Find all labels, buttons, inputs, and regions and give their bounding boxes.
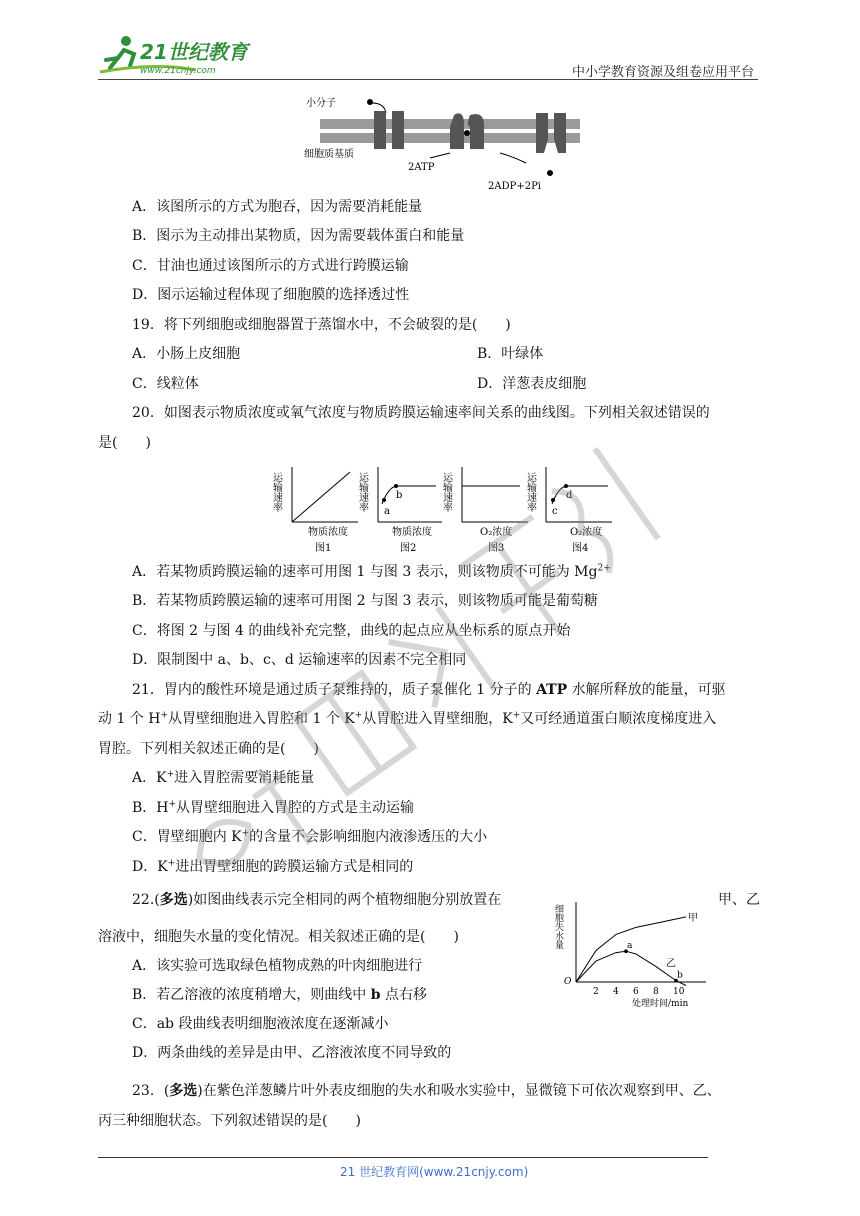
- graph1-ylabel: 运输速率: [270, 472, 282, 512]
- site-logo: [96, 32, 266, 78]
- q22-option-d: D．两条曲线的差异是由甲、乙溶液浓度不同导致的: [132, 1045, 452, 1061]
- graph4-ylabel: 运输速率: [524, 472, 536, 512]
- header-platform-text: 中小学教育资源及组卷应用平台: [572, 65, 755, 80]
- q19-option-a: A．小肠上皮细胞: [132, 346, 241, 362]
- graph4-point-c: c: [552, 506, 558, 517]
- q20-option-a: A．若某物质跨膜运输的速率可用图 1 与图 3 表示，则该物质不可能为 $Mg^{2+}$: [132, 563, 611, 580]
- q19-stem: 19．将下列细胞或细胞器置于蒸馏水中，不会破裂的是( ): [132, 317, 511, 333]
- graph2-ylabel: 运输速率: [356, 472, 368, 512]
- graph4-caption: 图4: [572, 543, 589, 554]
- logo-url: www.21cnjy.com: [140, 66, 216, 76]
- graph2-xlabel: 物质浓度: [392, 527, 432, 538]
- graph2-caption: 图2: [400, 543, 417, 554]
- label-atp: 2ATP: [408, 162, 435, 173]
- series-label-2: 乙: [666, 958, 676, 970]
- chart-point-label: a: [627, 941, 633, 952]
- q20-option-c: C．将图 2 与图 4 的曲线补充完整，曲线的起点应从坐标系的原点开始: [132, 623, 571, 639]
- q21-option-b: B．H+从胃壁细胞进入胃腔的方式是主动运输: [132, 799, 415, 816]
- q21-option-c: C．胃壁细胞内 K+的含量不会影响细胞内液渗透压的大小: [132, 828, 488, 845]
- graph2-point-a: a: [384, 506, 390, 517]
- chart-x-tick: 4: [613, 987, 619, 997]
- q19-option-d: D．洋葱表皮细胞: [477, 376, 587, 392]
- q19-option-c: C．线粒体: [132, 376, 199, 392]
- watermark-stamp: [90, 420, 810, 900]
- q18-option-a: A．该图所示的方式为胞吞，因为需要消耗能量: [132, 199, 423, 215]
- q22-option-c: C．ab 段曲线表明细胞液浓度在逐渐减小: [132, 1016, 389, 1032]
- q22-stem-line2: 溶液中，细胞失水量的变化情况。相关叙述正确的是( ): [98, 929, 459, 945]
- q18-option-c: C．甘油也通过该图所示的方式进行跨膜运输: [132, 258, 409, 274]
- q22-stem-line1: 22.(多选)如图曲线表示完全相同的两个植物细胞分别放置在: [132, 892, 502, 908]
- q18-option-d: D．图示运输过程体现了细胞膜的选择透过性: [132, 287, 410, 303]
- q22-stem-line1-end: 甲、乙: [718, 892, 760, 908]
- chart-x-tick: 2: [593, 987, 599, 997]
- chart-point-label: b: [677, 970, 683, 981]
- q22-option-b: B．若乙溶液的浓度稍增大，则曲线中 b 点右移: [132, 987, 427, 1003]
- graph4-point-d: d: [566, 490, 573, 501]
- q20-option-d: D．限制图中 a、b、c、d 运输速率的因素不完全相同: [132, 652, 467, 668]
- q21-option-d: D．K+进出胃壁细胞的跨膜运输方式是相同的: [132, 858, 414, 875]
- q19-option-b: B．叶绿体: [477, 346, 544, 362]
- chart-origin: O: [564, 977, 572, 987]
- label-adp: 2ADP+2Pi: [488, 181, 541, 192]
- graph3-ylabel: 运输速率: [440, 472, 452, 512]
- chart-x-tick: 8: [653, 987, 659, 997]
- graph1-caption: 图1: [315, 543, 332, 554]
- q18-option-b: B．图示为主动排出某物质，因为需要载体蛋白和能量: [132, 228, 465, 244]
- footer-source-link[interactable]: 21 世纪教育网(www.21cnjy.com): [340, 1165, 529, 1179]
- q23-stem-line2: 丙三种细胞状态。下列叙述错误的是( ): [98, 1113, 361, 1129]
- graph3-xlabel: O₂浓度: [480, 527, 513, 538]
- membrane-transport-figure: [300, 93, 580, 193]
- series-label-1: 甲: [688, 912, 698, 924]
- header-divider: [98, 79, 758, 80]
- graph1-xlabel: 物质浓度: [308, 527, 348, 538]
- graph2-point-b: b: [396, 490, 403, 501]
- q21-stem-line1: 21．胃内的酸性环境是通过质子泵维持的，质子泵催化 1 分子的 ATP 水解所释放的能量，可驱: [132, 682, 726, 698]
- q22-water-loss-chart: [553, 898, 714, 1009]
- chart-x-tick: 6: [633, 987, 639, 997]
- q21-stem-line2: 动 1 个 H+从胃壁细胞进入胃腔和 1 个 K+从胃腔进入胃壁细胞，K+又可经通道蛋白顺浓度梯度进入: [98, 710, 717, 727]
- q23-stem-line1: 23．(多选)在紫色洋葱鳞片叶外表皮细胞的失水和吸水实验中，显微镜下可依次观察到甲、乙、: [132, 1083, 721, 1099]
- footer-divider: [98, 1157, 708, 1158]
- graph4-xlabel: O₂浓度: [570, 527, 603, 538]
- chart-ylabel: 细胞失水量: [553, 904, 563, 949]
- graph3-caption: 图3: [488, 543, 505, 554]
- logo-text: 21世纪教育: [140, 40, 248, 64]
- q20-stem-end: 是( ): [98, 435, 151, 451]
- label-cytoplasm: 细胞质基质: [304, 149, 354, 160]
- chart-xlabel: 处理时间/min: [632, 999, 689, 1009]
- q20-stem: 20．如图表示物质浓度或氧气浓度与物质跨膜运输速率间关系的曲线图。下列相关叙述错误的: [132, 405, 710, 421]
- q21-stem-line3: 胃腔。下列相关叙述正确的是( ): [98, 741, 319, 757]
- label-small-molecule: 小分子: [306, 98, 336, 109]
- chart-x-tick: 10: [673, 987, 685, 997]
- q20-option-b: B．若某物质跨膜运输的速率可用图 2 与图 3 表示，则该物质可能是葡萄糖: [132, 593, 598, 609]
- q22-option-a: A．该实验可选取绿色植物成熟的叶肉细胞进行: [132, 958, 423, 974]
- q21-option-a: A．K+进入胃腔需要消耗能量: [132, 769, 315, 786]
